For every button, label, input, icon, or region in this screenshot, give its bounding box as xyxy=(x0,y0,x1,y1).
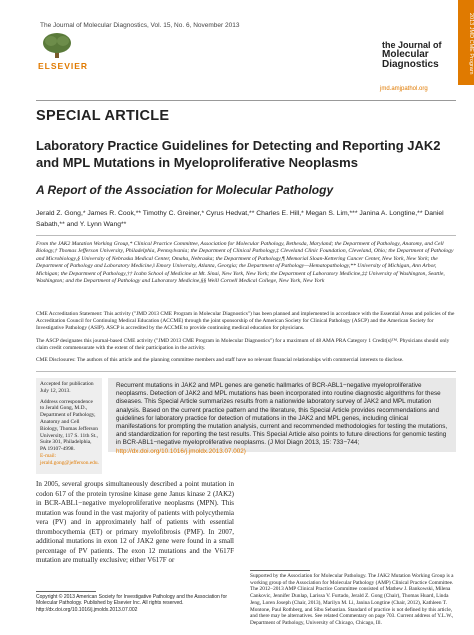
journal-name-line2: Molecular xyxy=(382,49,429,60)
abstract-box xyxy=(108,378,456,455)
ascp-designation-statement: The ASCP designates this journal-based CME activity ("JMD 2013 CME Program in Molecular Diagnostics") for a maximum of 48 AMA PRA Category 1 Credit(s)™. Physicians should only claim credit commensurate with the extent of their participation in the activity. xyxy=(36,338,450,351)
authors-divider xyxy=(36,235,456,236)
correspondence-email-link[interactable]: E-mail: jerald.gong@jefferson.edu. xyxy=(40,452,99,466)
article-title: Laboratory Practice Guidelines for Detecting and Reporting JAK2 and MPL Mutations in Myeloproliferative Neoplasms xyxy=(36,138,441,170)
copyright-footnote: Copyright © 2013 American Society for Investigative Pathology and the Association for Molecular Pathology. Published by Elsevier Inc. All rights reserved. http://dx.doi.org/10.1016/j.jmoldx.2013.07.002 xyxy=(36,594,228,613)
abstract-doi-link[interactable]: http://dx.doi.org/10.1016/j.jmoldx.2013.07.002) xyxy=(116,447,246,455)
cme-program-tab: 2013 JMD CME Program xyxy=(458,0,474,85)
footnote-divider-right xyxy=(250,570,310,571)
cme-disclosures: CME Disclosures: The authors of this article and the planning committee members and staff have no relevant financial relationships with commercial interests to disclose. xyxy=(36,357,404,363)
affiliations: From the JAK2 Mutation Working Group,* Clinical Practice Committee, Association for Molecular Pathology, Bethesda, Maryland; the Department of Pathology, Anatomy, and Cell Biology,† Thomas Jefferson University, Philadelphia, Pennsylvania; the Department of Clinical Pathology,‡ Cleveland Clinic Foundation, Cleveland, Ohio; the Department of Pathology and Microbiology,§ University of Nebraska Medical Center, Omaha, Nebraska; the Department of Pathology,¶ Memorial Sloan-Kettering Cancer Center, New York, New York; the Department of Pathology and Laboratory Medicine,‖ Emory University, Atlanta, Georgia; the Department of Pathology—Hematopathology,** University of Michigan, Ann Arbor, Michigan; the Department of Pathology,†† Icahn School of Medicine at Mt. Sinai, New York, New York; the Department of Laboratory Medicine,‡‡ University of Washington, Seattle, Washington; and the Department of Pathology and Laboratory Medicine,§§ Weill Cornell Medical College, New York, New York xyxy=(36,241,454,285)
publisher-logo-text: ELSEVIER xyxy=(38,61,89,71)
journal-name-line3: Diagnostics xyxy=(382,59,439,70)
journal-url-link[interactable]: jmd.amjpathol.org xyxy=(380,86,428,92)
cme-accreditation-statement: CME Accreditation Statement: This activity ("JMD 2013 CME Program in Molecular Diagnostics") has been planned and implemented in accordance with the Essential Areas and policies of the Accreditation Council for Continuing Medical Education (ACCME) through the joint sponsorship of the American Society for Clinical Pathology (ASCP) and the American Society for Investigative Pathology (ASIP). ASCP is accredited by the ACCME to provide continuing medical education for physicians. xyxy=(36,311,455,331)
correspondence-address: Address correspondence to Jerald Gong, M.D., Department of Pathology, Anatomy and Cell Biology, Thomas Jefferson University, 117 S. 11th St., Suite 301, Philadelphia, PA 19107-4998. xyxy=(40,398,98,453)
journal-name-line1: the Journal of xyxy=(382,40,442,50)
running-head: The Journal of Molecular Diagnostics, Vol. 15, No. 6, November 2013 xyxy=(40,22,240,29)
footnote-divider-left xyxy=(36,591,96,592)
section-label: SPECIAL ARTICLE xyxy=(36,108,170,124)
body-text-column-left: In 2005, several groups simultaneously described a point mutation in codon 617 of the protein tyrosine kinase gene Janus kinase 2 (JAK2) in BCR-ABL1−negative myeloproliferative neoplasms (MPN). This mutation was found in the vast majority of patients with polycythemia vera (PV) and in approximately half of patients with essential thrombocythemia (ET) or primary myelofibrosis (PMF). In 2007, additional mutations in exon 12 of JAK2 gene were found in a small percentage of PV patients. The exon 12 mutations and the V617F mutation are mutually exclusive; either V617F or xyxy=(36,480,234,564)
article-subtitle: A Report of the Association for Molecular Pathology xyxy=(36,183,334,197)
elsevier-tree-logo-icon xyxy=(40,32,74,60)
author-list: Jerald Z. Gong,* James R. Cook,** Timothy C. Greiner,* Cyrus Hedvat,** Charles E. Hill,* Megan S. Lim,*** Janina A. Longtine,** Daniel Sabath,** and Y. Lynn Wang** xyxy=(36,210,444,228)
header-divider xyxy=(36,100,456,101)
correspondence-sidebar xyxy=(36,378,102,474)
front-matter-divider xyxy=(36,371,456,372)
journal-name xyxy=(382,40,452,70)
accepted-date: Accepted for publication July 12, 2013. xyxy=(40,381,94,394)
abstract-text: Recurrent mutations in JAK2 and MPL genes are genetic hallmarks of BCR-ABL1−negative myeloproliferative neoplasms. Detection of JAK2 and MPL mutations has been incorporated into routine diagnostic algorithms for these diseases. This Special Article summarizes results from a nationwide laboratory survey of JAK2 and MPL mutation analysis. Based on the current practice pattern and the literature, this Special Article provides recommendations and guidelines for laboratory practice for detection of mutations in the JAK2 and MPL genes, including clinical manifestations for prompting the mutation analysis, current and recommended methodologies for testing the mutations, and standardization for reporting the test results. This Special Article also points to future directions for genomic testing in BCR-ABL1−negative myeloproliferative neoplasms. (J Mol Diagn 2013, 15: 733−744; xyxy=(116,382,448,447)
support-footnote: Supported by the Association for Molecular Pathology. The JAK2 Mutation Working Group is a working group of the Association for Molecular Pathology (AMP) Clinical Practice Committee. The 2012−2013 AMP Clinical Practice Committee consisted of Mathew J. Bankowski, Milena Cankovic, Jennifer Dunlap, Larissa V. Furtado, Jerald Z. Gong (Chair), Thomas Huard, Linda Jeng, Loren Joseph (Chair, 2013), Marilyn M. Li, Janina Longtine (Chair, 2012), Kathleen T. Montone, Paul Rothberg, and Sibu Sebastian. Standard of practice is not defined by this article, and there may be alternatives. See related Commentary on page 703. Current address of Y.L.W., Department of Pathology, University of Chicago, Chicago, Ill. xyxy=(250,573,454,626)
